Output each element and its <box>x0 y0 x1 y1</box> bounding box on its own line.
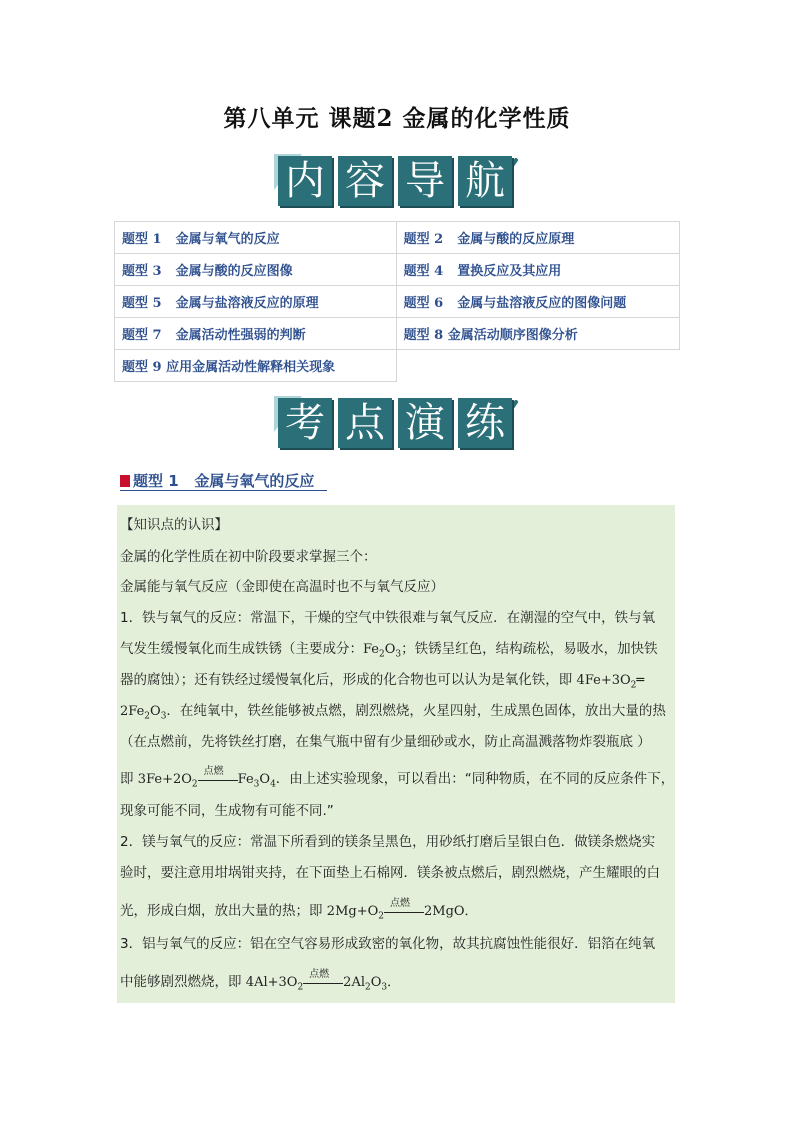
text-line: 中能够剧烈燃烧，即 $4Al+3O_2$ 点燃 $2Al_2O_3$． <box>120 969 401 993</box>
reaction-condition: 点燃 <box>198 771 238 785</box>
text-line: $2Fe_2O_3$．在纯氧中，铁丝能够被点燃，剧烈燃烧，火星四射，生成黑色固体，放出大量的热 <box>120 703 666 722</box>
text-line: 器的腐蚀）；还有铁经过缓慢氧化后，形成的化合物也可以认为是氧化铁，即 $4Fe+3O_2═$ <box>120 672 645 691</box>
text-line: 即 $3Fe+2O_2$ 点燃 $Fe_3O_4$．由上述实验现象，可以看出：“同种物质，在不同的反应条件下， <box>120 766 675 790</box>
text-line: 【知识点的认识】 <box>120 517 228 533</box>
section-heading: 题型 1 金属与氧气的反应 <box>120 470 314 491</box>
nav-item[interactable]: 题型 4 置换反应及其应用 <box>396 254 679 286</box>
nav-item[interactable]: 题型 7 金属活动性强弱的判断 <box>115 318 397 350</box>
section-underline <box>120 490 327 491</box>
banner-char: 演 <box>398 398 452 448</box>
text-line: （在点燃前，先将铁丝打磨，在集气瓶中留有少量细砂或水，防止高温溅落物炸裂瓶底 ） <box>120 734 651 750</box>
nav-item[interactable]: 题型 2 金属与酸的反应原理 <box>396 222 679 254</box>
nav-item[interactable]: 题型 1 金属与氧气的反应 <box>115 222 397 254</box>
banner-char: 练 <box>458 398 512 448</box>
nav-item[interactable]: 题型 3 金属与酸的反应图像 <box>115 254 397 286</box>
practice-banner <box>272 392 522 454</box>
nav-item[interactable]: 题型 8 金属活动顺序图像分析 <box>396 318 679 350</box>
nav-item[interactable]: 题型 5 金属与盐溶液反应的原理 <box>115 286 397 318</box>
knowledge-box <box>117 505 675 1003</box>
text-line: 气发生缓慢氧化而生成铁锈（主要成分：$Fe_2O_3$；铁锈呈红色，结构疏松，易吸水，加快铁 <box>120 641 658 660</box>
banner-char: 点 <box>338 398 392 448</box>
text-line: 2．镁与氧气的反应：常温下所看到的镁条呈黑色，用砂纸打磨后呈银白色．做镁条燃烧实 <box>120 834 656 850</box>
nav-empty-cell <box>396 350 679 382</box>
reaction-condition: 点燃 <box>303 974 343 988</box>
text-line: 光，形成白烟，放出大量的热；即 $2Mg+O_2$ 点燃 2MgO． <box>120 898 478 922</box>
banner-char: 导 <box>398 156 452 206</box>
nav-item[interactable]: 题型 9 应用金属活动性解释相关现象 <box>115 350 397 382</box>
banner-char: 内 <box>278 156 332 206</box>
text-line: 验时，要注意用坩埚钳夹持，在下面垫上石棉网．镁条被点燃后，剧烈燃烧，产生耀眼的白 <box>120 865 660 881</box>
red-square-icon <box>120 475 130 487</box>
text-line: 金属能与氧气反应（金即使在高温时也不与氧气反应） <box>120 579 444 595</box>
nav-banner <box>272 150 522 212</box>
banner-char: 考 <box>278 398 332 448</box>
banner-char: 航 <box>458 156 512 206</box>
text-line: 3．铝与氧气的反应：铝在空气容易形成致密的氧化物，故其抗腐蚀性能很好．铝箔在纯氧 <box>120 936 656 952</box>
topic-nav-table <box>114 221 680 382</box>
text-line: 金属的化学性质在初中阶段要求掌握三个： <box>120 549 377 565</box>
banner-char: 容 <box>338 156 392 206</box>
reaction-condition: 点燃 <box>384 903 424 917</box>
text-line: 1．铁与氧气的反应：常温下，干燥的空气中铁很难与氧气反应．在潮湿的空气中，铁与氧 <box>120 610 656 626</box>
page-title: 第八单元 课题2 金属的化学性质 <box>223 105 571 132</box>
nav-item[interactable]: 题型 6 金属与盐溶液反应的图像问题 <box>396 286 679 318</box>
text-line: 现象可能不同，生成物有可能不同.” <box>120 803 334 819</box>
